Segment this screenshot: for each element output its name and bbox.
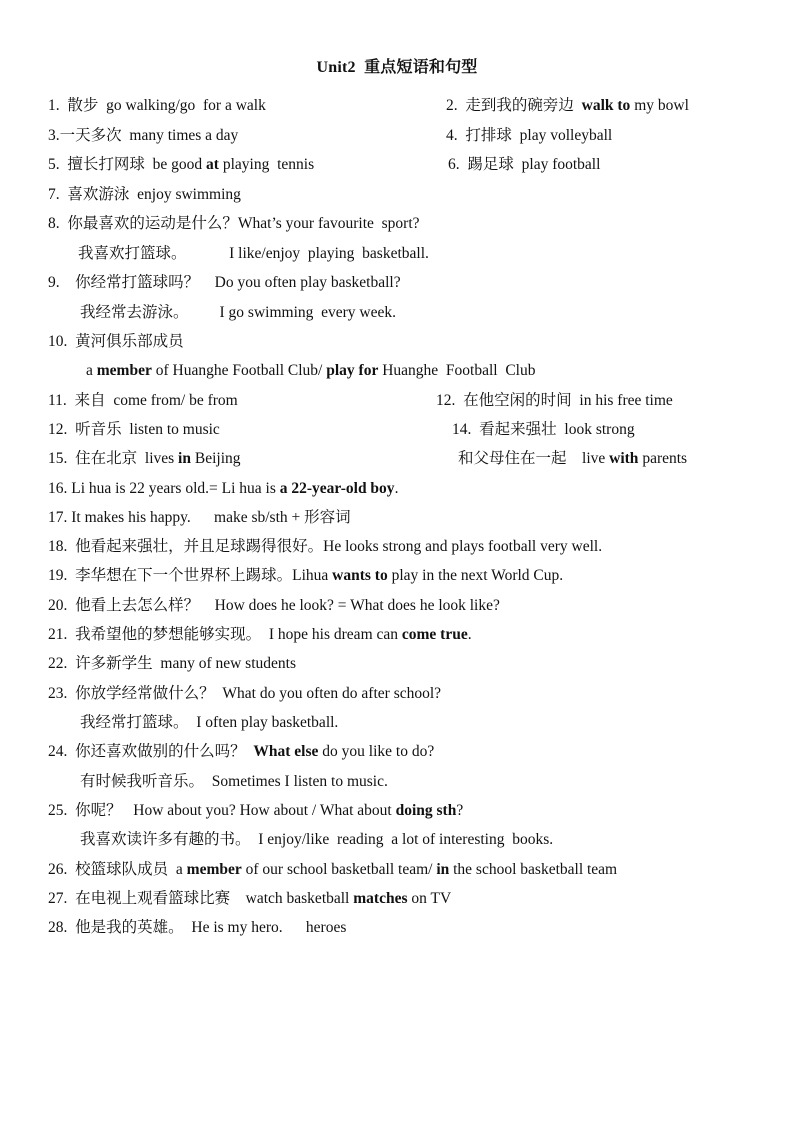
- list-item-10-english: [86, 361, 535, 381]
- item-chinese: 你还喜欢做别的什么吗？: [75, 743, 246, 760]
- item-number: 24.: [48, 743, 68, 760]
- item-chinese: 住在北京: [75, 450, 138, 467]
- item-english: I enjoy/like reading a lot of interesting books.: [258, 831, 554, 848]
- item-english: many of new students: [160, 655, 296, 672]
- item-number: 9.: [48, 274, 60, 291]
- item-english: a: [175, 861, 187, 878]
- item-chinese: 我希望他的梦想能够实现。: [75, 626, 262, 643]
- item-number: 12.: [436, 392, 456, 409]
- item-english-bold: in: [436, 861, 450, 878]
- list-item-25: [48, 801, 463, 821]
- item-number: 12.: [48, 421, 68, 438]
- item-number: 22.: [48, 655, 68, 672]
- item-number: 6.: [448, 156, 460, 173]
- item-english-bold: with: [609, 450, 639, 467]
- item-number: 1.: [48, 97, 60, 114]
- item-number: 16.: [48, 480, 68, 497]
- list-item-23-answer: [80, 713, 338, 733]
- item-chinese: 我经常打篮球。: [80, 714, 189, 731]
- item-english: Li hua is 22 years old.= Li hua is: [71, 480, 280, 497]
- item-english-bold: at: [206, 156, 219, 173]
- list-item-8: [48, 214, 420, 234]
- item-question: 你最喜欢的运动是什么？What’s your favourite sport?: [67, 215, 420, 232]
- item-chinese: 你经常打篮球吗？: [75, 274, 200, 291]
- item-english: live: [582, 450, 610, 467]
- item-english: Beijing: [190, 450, 241, 467]
- item-english: play football: [521, 156, 601, 173]
- item-english-bold: member: [186, 861, 242, 878]
- item-english-bold: play for: [326, 362, 379, 379]
- item-english: my bowl: [630, 97, 689, 114]
- item-english: do you like to do?: [318, 743, 435, 760]
- item-number: 3.: [48, 127, 60, 144]
- item-chinese: 看起来强壮: [479, 421, 557, 438]
- list-item-1: [48, 96, 266, 116]
- item-english: play volleyball: [519, 127, 613, 144]
- item-number: 2.: [446, 97, 458, 114]
- list-item-6: [448, 155, 600, 175]
- list-item-22: [48, 654, 296, 674]
- list-item-2: [446, 96, 689, 116]
- list-item-12-free-time: [436, 391, 673, 411]
- item-number: 21.: [48, 626, 68, 643]
- item-chinese: 李华想在下一个世界杯上踢球。: [75, 567, 293, 584]
- item-chinese: 喜欢游泳: [67, 186, 130, 203]
- item-english: lives: [144, 450, 179, 467]
- item-english: What do you often do after school?: [222, 685, 442, 702]
- item-chinese: 他是我的英雄。: [75, 919, 184, 936]
- item-english: He looks strong and plays football very well.: [323, 538, 603, 555]
- list-item-15: [48, 449, 241, 469]
- list-item-15-parents: [458, 449, 687, 469]
- item-chinese: 有时候我听音乐。: [80, 773, 205, 790]
- item-number: 5.: [48, 156, 60, 173]
- item-number: 4.: [446, 127, 458, 144]
- item-chinese: 黄河俱乐部成员: [75, 333, 184, 350]
- item-english: a: [86, 362, 97, 379]
- item-chinese: 和父母住在一起: [458, 450, 567, 467]
- item-english: come from/ be from: [113, 392, 238, 409]
- item-pattern: make sb/sth + 形容词: [214, 509, 351, 526]
- item-number: 28.: [48, 919, 68, 936]
- list-item-26: [48, 860, 617, 880]
- list-item-27: [48, 889, 451, 909]
- list-item-28: [48, 918, 346, 938]
- list-item-16: [48, 479, 398, 499]
- item-english: watch basketball: [245, 890, 354, 907]
- item-english: enjoy swimming: [137, 186, 241, 203]
- item-chinese: 校篮球队成员: [75, 861, 169, 878]
- list-item-17: [48, 508, 351, 528]
- list-item-19: [48, 566, 563, 586]
- item-chinese: 我喜欢打篮球。: [78, 245, 187, 262]
- item-number: 17.: [48, 509, 68, 526]
- item-english: many times a day: [129, 127, 239, 144]
- item-english: on TV: [407, 890, 452, 907]
- item-english: I hope his dream can: [268, 626, 402, 643]
- item-english: Lihua: [292, 567, 333, 584]
- item-chinese: 在电视上观看篮球比赛: [75, 890, 231, 907]
- item-chinese: 来自: [74, 392, 106, 409]
- list-item-23: [48, 684, 441, 704]
- list-item-11: [48, 391, 238, 411]
- item-number: 19.: [48, 567, 68, 584]
- item-english: in his free time: [579, 392, 673, 409]
- item-english: look strong: [564, 421, 635, 438]
- item-english-bold: What else: [253, 743, 319, 760]
- item-chinese: 走到我的碗旁边: [465, 97, 574, 114]
- item-english: go walking/go for a walk: [106, 97, 266, 114]
- item-english-bold: come true: [401, 626, 468, 643]
- item-english: I often play basketball.: [196, 714, 339, 731]
- item-english: parents: [638, 450, 688, 467]
- list-item-20: [48, 596, 500, 616]
- item-english: I like/enjoy playing basketball.: [229, 245, 429, 262]
- item-english-bold: member: [96, 362, 152, 379]
- item-chinese: 打排球: [465, 127, 512, 144]
- item-english: play in the next World Cup.: [387, 567, 564, 584]
- item-chinese: 踢足球: [467, 156, 514, 173]
- item-number: 14.: [452, 421, 472, 438]
- item-number: 15.: [48, 450, 68, 467]
- list-item-9: [48, 273, 401, 293]
- item-number: 26.: [48, 861, 68, 878]
- list-item-24-answer: [80, 772, 388, 792]
- list-item-25-answer: [80, 830, 553, 850]
- item-number: 27.: [48, 890, 68, 907]
- item-english: Huanghe Football Club: [378, 362, 536, 379]
- item-number: 11.: [48, 392, 67, 409]
- item-english-bold: doing sth: [395, 802, 457, 819]
- list-item-18: [48, 537, 602, 557]
- item-english: .: [467, 626, 472, 643]
- list-item-9-answer: [80, 303, 396, 323]
- item-chinese: 我经常去游泳。: [80, 304, 189, 321]
- item-english-bold: a 22-year-old boy: [279, 480, 395, 497]
- item-number: 8.: [48, 215, 60, 232]
- item-number: 20.: [48, 597, 68, 614]
- item-english: How does he look? = What does he look like?: [214, 597, 500, 614]
- item-english: of Huanghe Football Club/: [151, 362, 327, 379]
- item-english: I go swimming every week.: [219, 304, 397, 321]
- item-english: Do you often play basketball?: [214, 274, 401, 291]
- item-english: be good: [152, 156, 207, 173]
- item-chinese: 在他空闲的时间: [463, 392, 572, 409]
- item-chinese: 擅长打网球: [67, 156, 145, 173]
- item-english: It makes his happy.: [71, 509, 191, 526]
- item-english: listen to music: [129, 421, 220, 438]
- item-english-bold: matches: [353, 890, 408, 907]
- item-chinese: 他看上去怎么样？: [75, 597, 200, 614]
- item-number: 7.: [48, 186, 60, 203]
- item-number: 18.: [48, 538, 68, 555]
- item-chinese: 散步: [67, 97, 99, 114]
- item-english: He is my hero.: [191, 919, 283, 936]
- item-chinese: 听音乐: [75, 421, 122, 438]
- list-item-8-answer: [78, 244, 429, 264]
- item-number: 23.: [48, 685, 68, 702]
- item-english: of our school basketball team/: [241, 861, 437, 878]
- list-item-12-music: [48, 420, 220, 440]
- item-english-bold: in: [178, 450, 191, 467]
- list-item-3: [48, 126, 238, 146]
- item-english-bold: walk to: [581, 97, 631, 114]
- item-number: 25.: [48, 802, 68, 819]
- item-english: .: [394, 480, 399, 497]
- item-english: playing tennis: [218, 156, 315, 173]
- item-chinese: 我喜欢读许多有趣的书。: [80, 831, 251, 848]
- page-title: Unit2 重点短语和句型: [316, 59, 478, 76]
- item-number: 10.: [48, 333, 68, 350]
- item-english: Sometimes I listen to music.: [211, 773, 388, 790]
- list-item-4: [446, 126, 612, 146]
- item-extra: heroes: [305, 919, 347, 936]
- item-english: the school basketball team: [449, 861, 618, 878]
- item-chinese: 许多新学生: [75, 655, 153, 672]
- list-item-24: [48, 742, 434, 762]
- item-chinese: 他看起来强壮，并且足球踢得很好。: [75, 538, 324, 555]
- list-item-14: [452, 420, 635, 440]
- item-chinese: 你呢？: [75, 802, 122, 819]
- item-english-bold: wants to: [332, 567, 388, 584]
- list-item-10: [48, 332, 184, 352]
- list-item-5: [48, 155, 314, 175]
- item-chinese: 你放学经常做什么？: [75, 685, 215, 702]
- item-chinese: 一天多次: [59, 127, 122, 144]
- list-item-7: [48, 185, 241, 205]
- item-english: How about you? How about / What about: [133, 802, 396, 819]
- item-english: ?: [456, 802, 464, 819]
- list-item-21: [48, 625, 472, 645]
